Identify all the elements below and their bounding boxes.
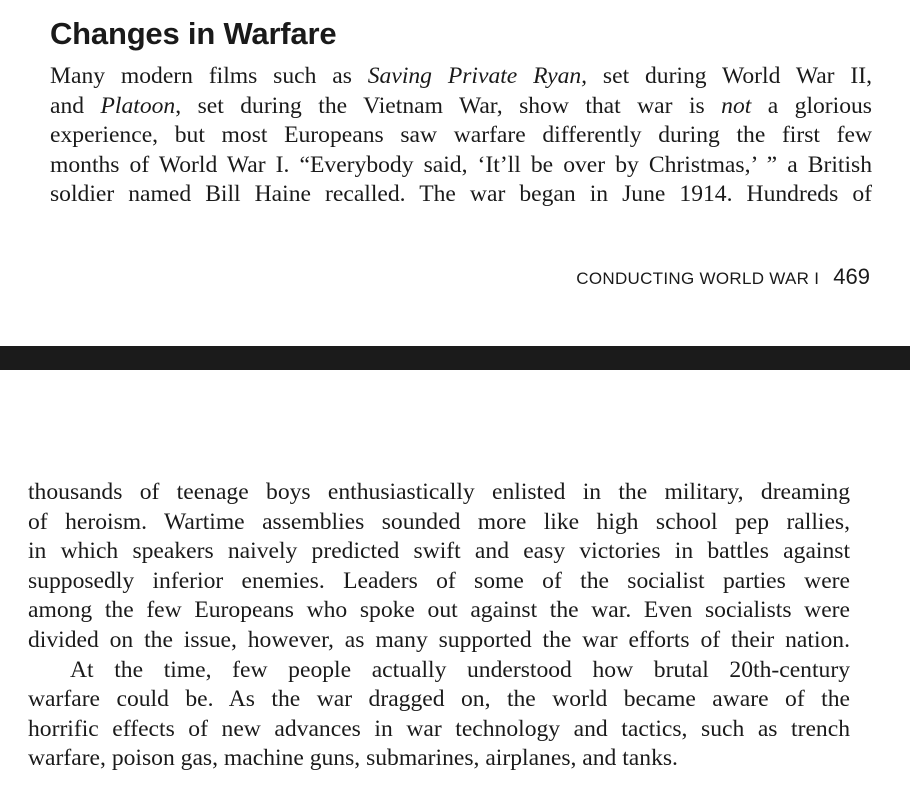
- running-head: CONDUCTING WORLD WAR I: [576, 269, 820, 288]
- top-paragraph-line: [50, 62, 872, 92]
- italic-title: Saving Private Ryan,: [367, 63, 588, 89]
- top-paragraph: [50, 62, 872, 210]
- paragraph-line: supposedly inferior enemies. Leaders of some of the socialist parties were: [28, 567, 850, 594]
- top-paragraph-line: [50, 92, 872, 122]
- top-paragraph-line: [50, 121, 872, 151]
- bottom-text: [28, 478, 850, 774]
- paragraph-line: of heroism. Wartime assemblies sounded more like high school pep rallies,: [28, 508, 850, 535]
- text-segment: months of World War I. “Everybody said, ‘It’ll be over by Christmas,’ ” a British: [50, 151, 872, 178]
- paragraph-line: among the few Europeans who spoke out against the war. Even socialists were: [28, 597, 850, 624]
- top-paragraph-line: [50, 151, 872, 181]
- text-segment: experience, but most Europeans saw warfare differently during the first few: [50, 122, 872, 149]
- page-divider-bar: [0, 346, 910, 370]
- text-segment: soldier named Bill Haine recalled. The war began in June 1914. Hundreds of: [50, 181, 872, 208]
- paragraph-line: horrific effects of new advances in war technology and tactics, such as trench: [28, 715, 850, 742]
- page-footer: [576, 264, 870, 290]
- page-number: 469: [833, 264, 870, 289]
- paragraph-line: warfare could be. As the war dragged on, the world became aware of the: [28, 686, 850, 713]
- text-segment: Many modern films such as: [50, 63, 368, 89]
- top-paragraph-line: [50, 180, 872, 210]
- paragraph-line: divided on the issue, however, as many supported the war efforts of their nation.: [28, 626, 850, 653]
- section-heading: Changes in Warfare: [50, 16, 337, 51]
- paragraph-line: in which speakers naively predicted swift and easy victories in battles against: [28, 538, 850, 565]
- italic-title: Platoon: [100, 92, 176, 119]
- text-segment: and: [50, 92, 101, 119]
- paragraph-line: At the time, few people actually understood how brutal 20th-century: [70, 656, 850, 683]
- text-segment: a glorious: [751, 92, 872, 119]
- italic-title: not: [721, 92, 752, 119]
- paragraph-line: warfare, poison gas, machine guns, submarines, airplanes, and tanks.: [28, 745, 678, 772]
- text-segment: set during World War II,: [587, 63, 872, 89]
- paragraph-line: thousands of teenage boys enthusiastically enlisted in the military, dreaming: [28, 479, 850, 505]
- text-segment: , set during the Vietnam War, show that war is: [175, 92, 722, 119]
